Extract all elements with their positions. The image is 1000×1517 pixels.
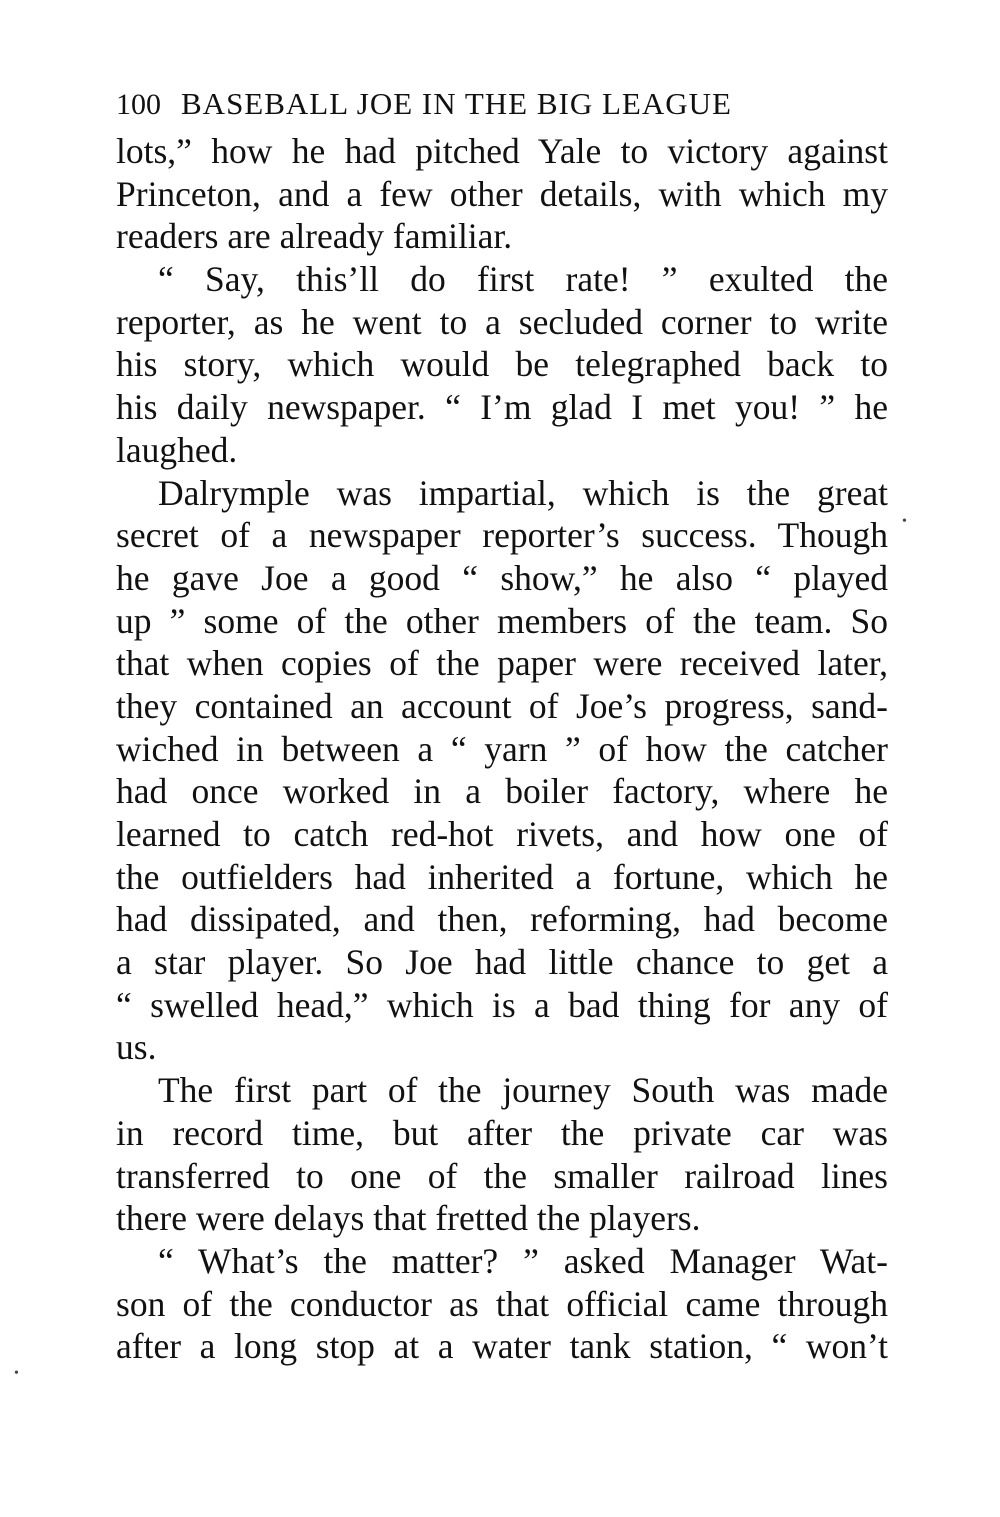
text-line: son of the conductor as that official came through: [116, 1283, 888, 1324]
text-line: readers are already familiar.: [116, 216, 513, 257]
running-head: [116, 84, 888, 130]
text-line: the outfielders had inherited a fortune, which he: [116, 856, 888, 897]
text-line: laughed.: [116, 429, 238, 470]
text-line: after a long stop at a water tank station, “ won’t: [116, 1326, 888, 1367]
text-line: “ swelled head,” which is a bad thing for any of: [116, 984, 888, 1025]
body-text: [116, 130, 888, 1368]
text-line: “ Say, this’ll do first rate! ” exulted the: [158, 259, 888, 300]
text-line: Princeton, and a few other details, with which my: [116, 173, 888, 214]
text-line: there were delays that fretted the players.: [116, 1198, 701, 1239]
text-line: he gave Joe a good “ show,” he also “ played: [116, 557, 888, 598]
text-line: us.: [116, 1027, 157, 1068]
text-line: they contained an account of Joe’s progress, sand-: [116, 685, 888, 726]
text-line: learned to catch red-hot rivets, and how one of: [116, 814, 888, 854]
page-number: 100: [116, 88, 161, 121]
text-line: secret of a newspaper reporter’s success. Though: [116, 515, 888, 556]
book-page: [116, 84, 888, 1368]
text-line: “ What’s the matter? ” asked Manager Wat-: [158, 1240, 888, 1281]
text-line: his daily newspaper. “ I’m glad I met you! ” he: [116, 387, 888, 428]
running-title: BASEBALL JOE IN THE BIG LEAGUE: [181, 86, 732, 121]
text-line: wiched in between a “ yarn ” of how the catcher: [116, 728, 888, 769]
text-line: Dalrymple was impartial, which is the great: [158, 472, 888, 513]
text-line: lots,” how he had pitched Yale to victory against: [116, 131, 888, 171]
text-line: that when copies of the paper were received later,: [116, 643, 888, 684]
text-line: reporter, as he went to a secluded corner to write: [116, 301, 888, 342]
text-line: transferred to one of the smaller railroad lines: [116, 1155, 888, 1196]
text-line: had once worked in a boiler factory, where he: [116, 771, 888, 812]
text-line: had dissipated, and then, reforming, had become: [116, 899, 888, 940]
margin-speck: •: [14, 1366, 19, 1381]
text-line: his story, which would be telegraphed back to: [116, 344, 888, 385]
text-line: in record time, but after the private car was: [116, 1112, 888, 1153]
text-line: The first part of the journey South was made: [158, 1070, 888, 1111]
text-line: up ” some of the other members of the team. So: [116, 600, 888, 641]
margin-speck: •: [902, 514, 907, 529]
text-line: a star player. So Joe had little chance to get a: [116, 942, 888, 983]
